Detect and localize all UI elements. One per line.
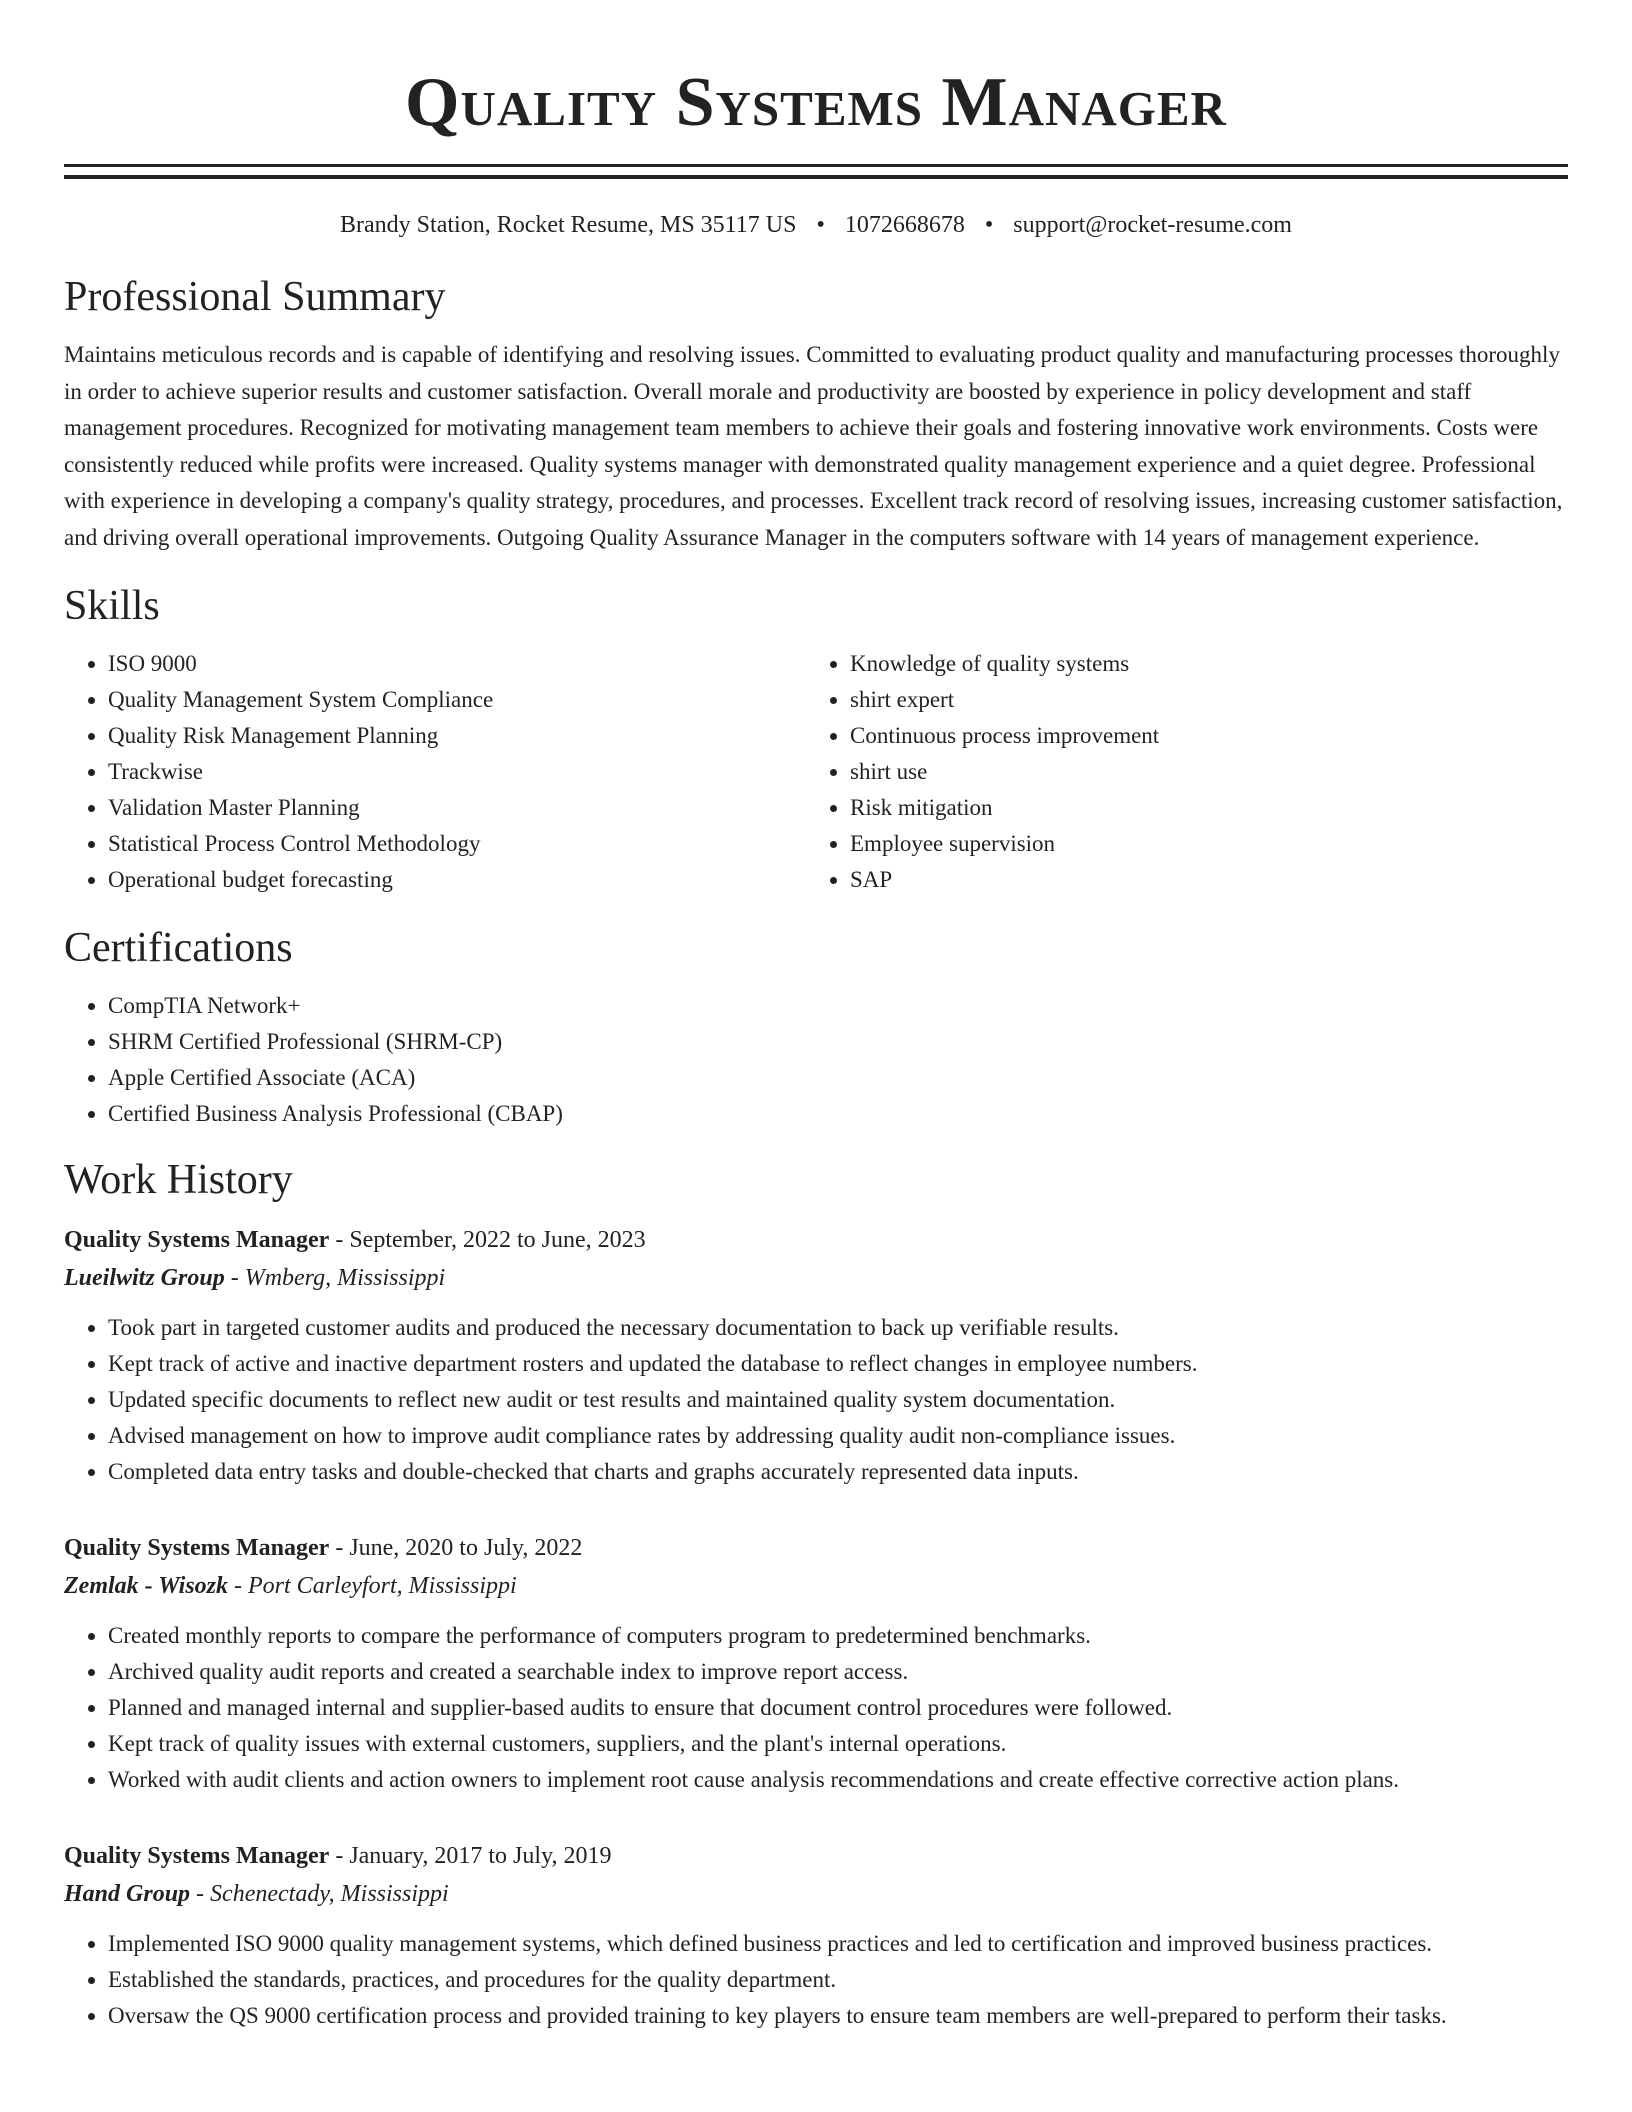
job-bullet: • Worked with audit clients and action owners to implement root cause analysis recommendations and create effective corrective action plans. [108,1762,1568,1798]
job-dates: January, 2017 to July, 2019 [349,1843,612,1869]
contact-separator: • [984,212,994,238]
job-bullet: • Updated specific documents to reflect new audit or test results and maintained quality system documentation. [108,1382,1568,1418]
job-bullet: • Established the standards, practices, and procedures for the quality department. [108,1962,1568,1998]
summary-section [64,271,1568,556]
job-header [64,1530,1568,1566]
certifications-heading: Certifications [64,925,293,971]
job-company-line [64,1566,1568,1606]
summary-heading: Professional Summary [64,274,446,320]
skill-item: • ISO 9000 [108,646,806,682]
job-dash: - [329,1535,350,1561]
job-header [64,1222,1568,1258]
job-bullet: • Kept track of quality issues with external customers, suppliers, and the plant's internal operations. [108,1726,1568,1762]
skill-item: • Validation Master Planning [108,790,806,826]
job-title: Quality Systems Manager [64,1227,330,1253]
work-history-heading: Work History [64,1157,293,1203]
resume-page [64,0,1568,2034]
job-dash: - [329,1843,350,1869]
job-dash: - [224,1265,245,1291]
summary-text: Maintains meticulous records and is capable of identifying and resolving issues. Committed to evaluating product quality and manufacturing processes thoroughly in order to achieve superior results and customer satisfaction. Overall morale and productivity are boosted by experience in policy development and staff management procedures. Recognized for motivating management team members to achieve their goals and fostering innovative work environments. Costs were consistently reduced while profits were increased. Quality systems manager with demonstrated quality management experience and a quiet degree. Professional with experience in developing a company's quality strategy, procedures, and processes. Excellent track record of resolving issues, increasing customer satisfaction, and driving overall operational improvements. Outgoing Quality Assurance Manager in the computers software with 14 years of management experience. [64,342,1563,550]
skill-item: • shirt expert [850,682,1550,718]
skill-item: • Knowledge of quality systems [850,646,1550,682]
job-bullet: • Kept track of active and inactive department rosters and updated the database to reflect changes in employee numbers. [108,1346,1568,1382]
skills-columns [64,646,1568,898]
job-location: Wmberg, Mississippi [244,1265,446,1291]
job-bullets [64,1926,1568,2034]
job-company: Hand Group [64,1881,191,1907]
skills-left-list [64,646,806,898]
job-bullet: • Implemented ISO 9000 quality management systems, which defined business practices and led to certification and improved business practices. [108,1926,1568,1962]
resume-name: Quality Systems Manager [405,64,1227,141]
skill-item: • Trackwise [108,754,806,790]
skill-item: • Operational budget forecasting [108,862,806,898]
job-location: Port Carleyfort, Mississippi [248,1573,517,1599]
job-bullet: • Created monthly reports to compare the performance of computers program to predetermined benchmarks. [108,1618,1568,1654]
job-entry [64,1838,1568,2034]
job-company: Zemlak - Wisozk [64,1573,229,1599]
skill-item: • Employee supervision [850,826,1550,862]
job-dash: - [228,1573,249,1599]
job-bullet: • Completed data entry tasks and double-checked that charts and graphs accurately represented data inputs. [108,1454,1568,1490]
job-header [64,1838,1568,1874]
skills-heading: Skills [64,583,160,629]
skill-item: • Quality Risk Management Planning [108,718,806,754]
job-company: Lueilwitz Group [64,1265,225,1291]
job-company-line [64,1874,1568,1914]
header-double-rule [64,164,1568,179]
job-bullet: • Advised management on how to improve audit compliance rates by addressing quality audit non-compliance issues. [108,1418,1568,1454]
certification-item: • Apple Certified Associate (ACA) [108,1060,1568,1096]
skills-right-list [806,646,1550,898]
certification-item: • Certified Business Analysis Professional (CBAP) [108,1096,1568,1132]
job-company-line [64,1258,1568,1298]
skill-item: • Quality Management System Compliance [108,682,806,718]
skill-item: • shirt use [850,754,1550,790]
job-dates: September, 2022 to June, 2023 [349,1227,646,1253]
certification-item: • SHRM Certified Professional (SHRM-CP) [108,1024,1568,1060]
skill-item: • Statistical Process Control Methodology [108,826,806,862]
job-title: Quality Systems Manager [64,1535,330,1561]
skills-section [64,580,1568,898]
job-bullets [64,1310,1568,1490]
job-bullet: • Took part in targeted customer audits and produced the necessary documentation to back up verifiable results. [108,1310,1568,1346]
contact-separator: • [816,212,825,238]
job-location: Schenectady, Mississippi [210,1881,449,1907]
job-dash: - [329,1227,350,1253]
job-dash: - [190,1881,211,1907]
contact-address: Brandy Station, Rocket Resume, MS 35117 US [340,212,797,238]
skill-item: • Risk mitigation [850,790,1550,826]
job-bullets [64,1618,1568,1798]
job-entry [64,1530,1568,1798]
contact-email: support@rocket-resume.com [1013,212,1292,238]
job-entry [64,1222,1568,1490]
job-bullet: • Oversaw the QS 9000 certification process and provided training to key players to ensure team members are well-prepared to perform their tasks. [108,1998,1568,2034]
job-bullet: • Planned and managed internal and supplier-based audits to ensure that document control procedures were followed. [108,1690,1568,1726]
contact-phone: 1072668678 [844,212,965,238]
contact-line [64,209,1568,241]
skill-item: • SAP [850,862,1550,898]
skill-item: • Continuous process improvement [850,718,1550,754]
job-bullet: • Archived quality audit reports and created a searchable index to improve report access. [108,1654,1568,1690]
certifications-section [64,922,1568,1132]
job-dates: June, 2020 to July, 2022 [349,1535,583,1561]
certifications-list [64,988,1568,1132]
certification-item: • CompTIA Network+ [108,988,1568,1024]
job-title: Quality Systems Manager [64,1843,330,1869]
work-history-section [64,1154,1568,2034]
